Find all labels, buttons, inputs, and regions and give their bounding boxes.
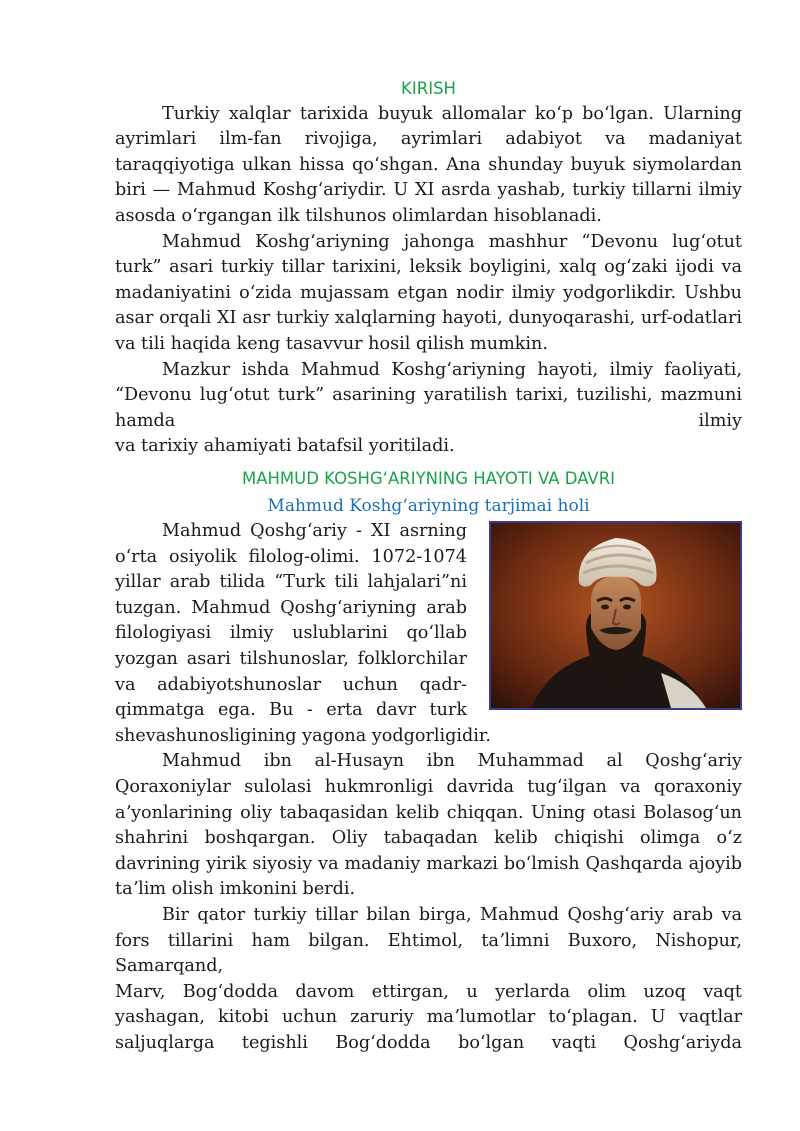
- document-page: [115, 76, 742, 1057]
- intro-paragraph-2: Mahmud Koshgʻariyning jahonga mashhur “Devonu lugʻotut turk” asari turkiy tillar tarixini, leksik boyligini, xalq ogʻzaki ijodi va madaniyatini oʻzida mujassam etgan nodir ilmiy yodgorlikdir. Ushbu asar orqali XI asr turkiy xalqlarning hayoti, dunyoqarashi, urf-odatlari va tili haqida keng tasavvur hosil qilish mumkin.: [115, 231, 742, 354]
- bio-block: [115, 519, 742, 749]
- intro-paragraph-3: Mazkur ishda Mahmud Koshgʻariyning hayoti, ilmiy faoliyati, “Devonu lugʻotut turk” asarining yaratilish tarixi, tuzilishi, mazmuni hamda ilmiy: [115, 359, 742, 431]
- intro-paragraph-3-end: va tarixiy ahamiyati batafsil yoritiladi.: [115, 436, 455, 457]
- heading-subsection: Mahmud Koshgʻariyning tarjimai holi: [267, 495, 590, 516]
- intro-paragraph-1: Turkiy xalqlar tarixida buyuk allomalar koʻp boʻlgan. Ularning ayrimlari ilm-fan rivojiga, ayrimlari adabiyot va madaniyat taraqqiyotiga ulkan hissa qoʻshgan. Ana shunday buyuk siymolardan biri — Mahmud Koshgʻariydir. U XI asrda yashab, turkiy tillarni ilmiy asosda oʻrgangan ilk tilshunos olimlardan hisoblanadi.: [115, 103, 742, 226]
- bio-paragraph-3-cont: Marv, Bogʻdodda davom ettirgan, u yerlarda olim uzoq vaqt yashagan, kitobi uchun zaruriy maʼlumotlar toʻplagan. U vaqtlar saljuqlarga tegishli Bogʻdodda boʻlgan vaqti Qoshgʻariyda: [115, 981, 742, 1053]
- bio-paragraph-3: Bir qator turkiy tillar bilan birga, Mahmud Qoshgʻariy arab va fors tillarini ham bilgan. Ehtimol, taʼlimni Buxoro, Nishopur, Samarqand,: [115, 905, 742, 977]
- bio-paragraph-2: Mahmud ibn al-Husayn ibn Muhammad al Qoshgʻariy Qoraxoniylar sulolasi hukmronligi davrida tugʻilgan va qoraxoniy aʼyonlarining oliy tabaqasidan kelib chiqqan. Uning otasi Bolasogʻun shahrini boshqargan. Oliy tabaqadan kelib chiqishi olimga oʻz davrining yirik siyosiy va madaniy markazi boʻlmish Qashqarda ajoyib taʼlim olish imkonini berdi.: [115, 751, 742, 900]
- portrait-image: [489, 521, 742, 710]
- bio-paragraph-1-cont: va adabiyotshunoslar uchun qadr-qimmatga ega. Bu - erta davr turk shevashunosligining yagona yodgorligidir.: [115, 674, 491, 746]
- heading-section: MAHMUD KOSHGʻARIYNING HAYOTI VA DAVRI: [241, 468, 616, 488]
- heading-intro: KIRISH: [401, 79, 456, 98]
- bio-paragraph-1-text: Mahmud Qoshgʻariy - XI asrning oʻrta osiyolik filolog-olimi. 1072-1074 yillar arab tilida “Turk tili lahjalari”ni tuzgan. Mahmud Qoshgʻariyning arab filologiyasi ilmiy uslublarini qoʻllab yozgan asari tilshunoslar, folklorchilar: [115, 521, 467, 670]
